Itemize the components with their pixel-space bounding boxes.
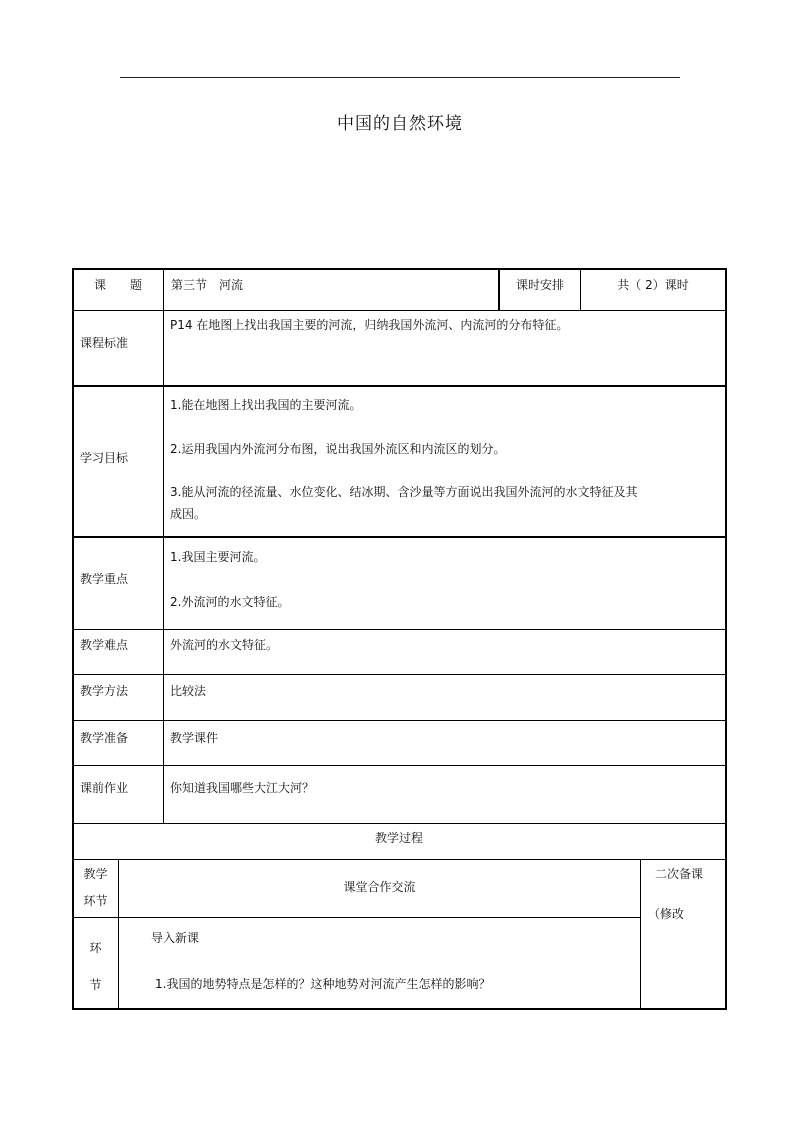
schedule-label: 课时安排 bbox=[515, 278, 564, 292]
process-col1-header: 教学 bbox=[83, 867, 108, 881]
process-col1-header: 环节 bbox=[83, 894, 108, 908]
standard-label: 课程标准 bbox=[80, 336, 129, 350]
process-row-label: 环 bbox=[89, 941, 102, 955]
objective-item: 3.能从河流的径流量、水位变化、结冰期、含沙量等方面说出我国外流河的水文特征及其 bbox=[170, 485, 638, 499]
key-points-label: 教学重点 bbox=[80, 572, 129, 586]
process-row-heading: 导入新课 bbox=[151, 931, 200, 945]
row-line bbox=[73, 720, 726, 721]
preparation-label: 教学准备 bbox=[80, 731, 129, 745]
table-border-bottom bbox=[72, 1008, 727, 1010]
standard-text: P14 在地图上找出我国主要的河流，归纳我国外流河、内流河的分布特征。 bbox=[170, 318, 569, 332]
objective-item: 2.运用我国内外流河分布图，说出我国外流区和内流区的划分。 bbox=[170, 442, 506, 456]
process-section-title: 教学过程 bbox=[374, 831, 423, 845]
top-rule bbox=[120, 77, 680, 78]
row-line bbox=[73, 310, 726, 311]
preparation-text: 教学课件 bbox=[170, 731, 219, 745]
process-col3-header: （修改 bbox=[648, 907, 685, 921]
table-border-top bbox=[72, 268, 726, 270]
objectives-label: 学习目标 bbox=[80, 451, 129, 465]
table-border-right bbox=[725, 268, 727, 1009]
key-point-item: 1.我国主要河流。 bbox=[170, 550, 266, 564]
row-line bbox=[73, 823, 726, 824]
difficulty-text: 外流河的水文特征。 bbox=[170, 638, 279, 652]
process-row-label: 节 bbox=[89, 978, 102, 992]
objective-item-continued: 成因。 bbox=[170, 507, 207, 521]
topic-value: 第三节 河流 bbox=[171, 278, 244, 292]
process-row-question: 1.我国的地势特点是怎样的？这种地势对河流产生怎样的影响？ bbox=[155, 977, 491, 991]
method-text: 比较法 bbox=[170, 684, 207, 698]
row-line bbox=[73, 859, 726, 860]
process-col3-header: 二次备课 bbox=[655, 867, 704, 881]
row-line bbox=[73, 917, 640, 918]
schedule-value: 共（ 2）课时 bbox=[617, 278, 689, 292]
process-col2-header: 课堂合作交流 bbox=[343, 880, 416, 894]
column-line bbox=[163, 269, 164, 823]
difficulty-label: 教学难点 bbox=[80, 638, 129, 652]
topic-label: 课 题 bbox=[93, 278, 142, 292]
row-line bbox=[73, 536, 726, 538]
homework-label: 课前作业 bbox=[80, 781, 129, 795]
column-line bbox=[640, 859, 641, 1008]
method-label: 教学方法 bbox=[80, 684, 129, 698]
row-line bbox=[73, 765, 726, 766]
row-line bbox=[73, 385, 726, 387]
document-title: 中国的自然环境 bbox=[337, 114, 463, 134]
objective-item: 1.能在地图上找出我国的主要河流。 bbox=[170, 398, 362, 412]
row-line bbox=[73, 674, 726, 675]
row-line bbox=[73, 629, 726, 630]
key-point-item: 2.外流河的水文特征。 bbox=[170, 595, 290, 609]
homework-text: 你知道我国哪些大江大河？ bbox=[170, 781, 315, 795]
